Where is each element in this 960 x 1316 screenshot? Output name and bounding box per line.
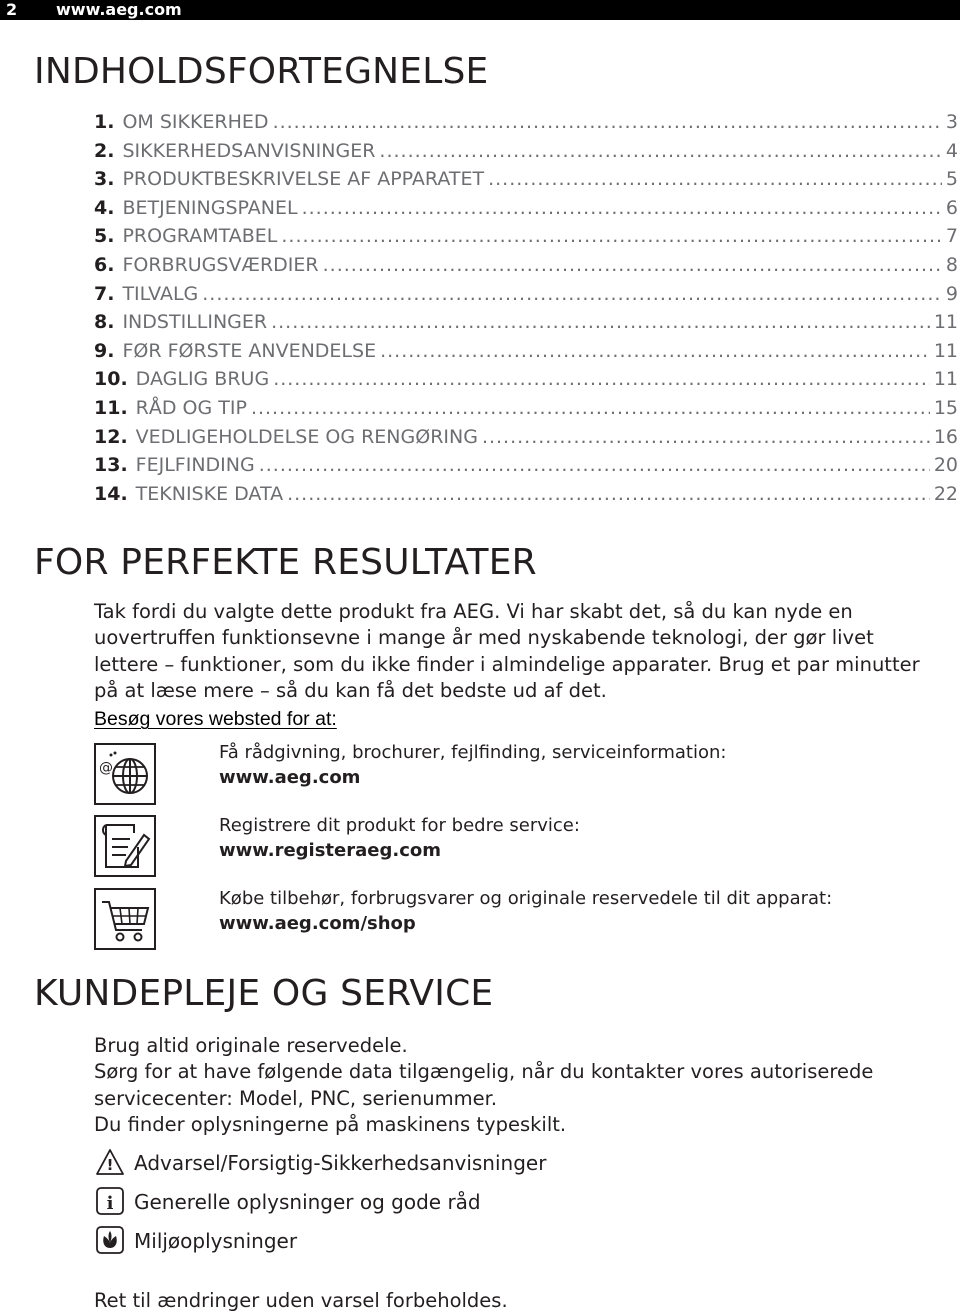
svg-text:!: ! [106, 1156, 114, 1174]
toc-item-label: BETJENINGSPANEL [122, 196, 298, 219]
service-link-aeg[interactable]: www.aeg.com [219, 767, 361, 788]
toc-leader [251, 394, 930, 423]
warning-icon [96, 1148, 124, 1176]
legend-warning-text: Advarsel/Forsigtig-Sikkerhedsanvisninger [134, 1151, 547, 1175]
page-header [0, 0, 960, 22]
svg-text:@: @ [99, 760, 113, 776]
toc-item-label: FØR FØRSTE ANVENDELSE [122, 339, 377, 362]
toc-item-page: 5 [945, 168, 958, 191]
toc-item-page: 8 [945, 253, 958, 276]
toc-item-number: 9. [94, 339, 115, 362]
toc-leader [273, 108, 942, 137]
toc-item-label: TEKNISKE DATA [135, 482, 284, 505]
toc-item-label: PRODUKTBESKRIVELSE AF APPARATET [122, 168, 485, 191]
toc-item-page: 11 [933, 339, 958, 362]
toc-item-number: 4. [94, 196, 115, 219]
toc-item-page: 6 [945, 196, 958, 219]
toc-item-page: 3 [945, 111, 958, 133]
toc-item-number: 7. [94, 282, 115, 305]
toc-item[interactable] [94, 423, 958, 452]
toc-leader [323, 251, 942, 280]
intro-paragraph: Tak fordi du valgte dette produkt fra AEG. Vi har skabt det, så du kan nyde en uovertruffen funktionsevne i mange år med nyskabende teknologi, der gør livet lettere – funktioner, som du ikke finder i almindelige apparater. Brug et par minutter på at læse mere – så du kan få det bedste ud af det. [94, 600, 920, 702]
toc-item-number: 13. [94, 454, 128, 477]
toc-leader [379, 137, 941, 166]
toc-item-page: 20 [933, 454, 958, 477]
toc-item-label: PROGRAMTABEL [122, 225, 278, 248]
toc-item-number: 14. [94, 482, 128, 505]
footer-note: Ret til ændringer uden varsel forbeholdes. [94, 1289, 508, 1312]
toc-leader [302, 194, 942, 223]
toc-item-page: 15 [933, 396, 958, 419]
register-document-icon [94, 815, 156, 877]
toc-item-number: 10. [94, 368, 128, 391]
toc-item[interactable] [94, 365, 958, 394]
toc-item-label: DAGLIG BRUG [135, 368, 270, 391]
table-of-contents [94, 108, 958, 508]
toc-item-number: 8. [94, 311, 115, 334]
toc-leader [380, 337, 930, 366]
toc-item-page: 7 [945, 225, 958, 248]
section-title-customer-care: KUNDEPLEJE OG SERVICE [34, 973, 494, 1014]
header-url[interactable]: www.aeg.com [56, 0, 182, 19]
toc-item[interactable] [94, 222, 958, 251]
toc-item-label: SIKKERHEDSANVISNINGER [122, 139, 376, 162]
toc-item[interactable] [94, 337, 958, 366]
toc-item[interactable] [94, 251, 958, 280]
service-link-register[interactable]: www.registeraeg.com [219, 840, 441, 861]
toc-title: INDHOLDSFORTEGNELSE [34, 51, 489, 92]
toc-item-number: 5. [94, 225, 115, 248]
toc-item-label: OM SIKKERHED [122, 111, 269, 133]
toc-item[interactable] [94, 280, 958, 309]
legend-environment-text: Miljøoplysninger [134, 1229, 298, 1253]
page-number: 2 [6, 0, 18, 19]
toc-item[interactable] [94, 480, 958, 509]
toc-leader [271, 308, 930, 337]
toc-item-page: 9 [945, 282, 958, 305]
service-text: Registrere dit produkt for bedre service: [219, 815, 580, 836]
toc-item-label: VEDLIGEHOLDELSE OG RENGØRING [135, 425, 478, 448]
section-title-perfect-results: FOR PERFEKTE RESULTATER [34, 542, 537, 583]
toc-leader [281, 222, 942, 251]
shopping-cart-icon [94, 888, 156, 950]
customer-care-body [94, 1033, 944, 1138]
toc-item-page: 16 [933, 425, 958, 448]
svg-text:i: i [106, 1193, 114, 1214]
toc-item-label: FEJLFINDING [135, 454, 255, 477]
toc-item[interactable] [94, 308, 958, 337]
service-text: Købe tilbehør, forbrugsvarer og originale reservedele til dit apparat: [219, 888, 833, 909]
toc-item-number: 3. [94, 168, 115, 191]
toc-item-number: 11. [94, 396, 128, 419]
info-icon [96, 1187, 124, 1215]
toc-item-number: 1. [94, 111, 115, 133]
toc-item-page: 11 [933, 368, 958, 391]
toc-leader [287, 480, 930, 509]
service-text: Få rådgivning, brochurer, fejlfinding, serviceinformation: [219, 742, 727, 763]
toc-item-page: 22 [933, 482, 958, 505]
toc-leader [202, 280, 942, 309]
customer-care-line: Brug altid originale reservedele. [94, 1034, 408, 1057]
customer-care-line: Sørg for at have følgende data tilgængelig, når du kontakter vores autoriserede servicecenter: Model, PNC, serienummer. [94, 1060, 874, 1110]
toc-item-page: 4 [945, 139, 958, 162]
visit-website-label: Besøg vores websted for at: [94, 708, 337, 730]
toc-leader [482, 423, 930, 452]
toc-item-label: FORBRUGSVÆRDIER [122, 253, 319, 276]
toc-item-label: RÅD OG TIP [135, 396, 247, 419]
environment-icon [96, 1226, 124, 1254]
toc-item-page: 11 [933, 311, 958, 334]
toc-leader [488, 165, 942, 194]
toc-item[interactable] [94, 108, 958, 137]
toc-item[interactable] [94, 451, 958, 480]
toc-leader [273, 365, 930, 394]
toc-item[interactable] [94, 394, 958, 423]
toc-item[interactable] [94, 137, 958, 166]
toc-item-label: INDSTILLINGER [122, 311, 268, 334]
globe-icon [94, 743, 156, 805]
toc-leader [259, 451, 930, 480]
toc-item-number: 2. [94, 139, 115, 162]
legend-info-text: Generelle oplysninger og gode råd [134, 1190, 481, 1214]
service-link-shop[interactable]: www.aeg.com/shop [219, 913, 416, 934]
toc-item[interactable] [94, 194, 958, 223]
toc-item-label: TILVALG [122, 282, 199, 305]
toc-item-number: 12. [94, 425, 128, 448]
toc-item-number: 6. [94, 253, 115, 276]
toc-item[interactable] [94, 165, 958, 194]
customer-care-line: Du finder oplysningerne på maskinens typeskilt. [94, 1112, 567, 1136]
